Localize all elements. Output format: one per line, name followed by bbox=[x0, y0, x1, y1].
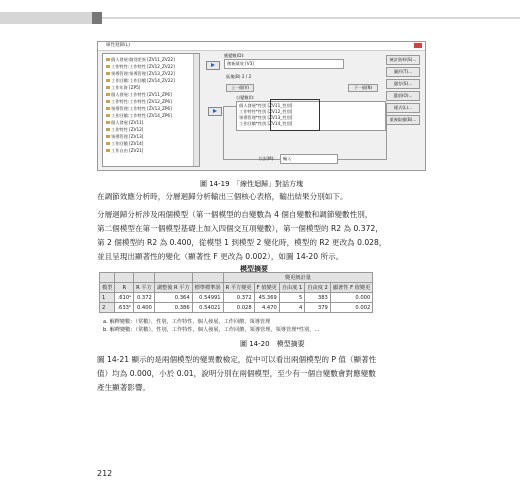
page-number: 212 bbox=[97, 469, 113, 478]
variable-icon bbox=[106, 114, 110, 117]
highlight-frame bbox=[270, 99, 320, 131]
variable-icon bbox=[106, 142, 110, 145]
close-icon[interactable] bbox=[414, 43, 422, 48]
table-cell: 0.364 bbox=[154, 293, 192, 303]
text-line: 圖 14-21 顯示的是兩個模型的變異數檢定，從中可以看出兩個模型的 P 值（顯著性 bbox=[97, 355, 377, 364]
text-line: 第 2 個模型的 R2 為 0.400，從模型 1 到模型 2 變化時，模型的 R2 更改為 0.028， bbox=[97, 238, 387, 247]
header-cell: F 值變更 bbox=[254, 283, 279, 293]
table-cell: 0.000 bbox=[330, 293, 372, 303]
save-button[interactable]: 儲存(S)... bbox=[386, 79, 420, 89]
list-item[interactable]: 個人發展*性別 [ZV11_性別] bbox=[239, 103, 293, 108]
list-item[interactable]: 工作特性*性別 [ZV12_性別] bbox=[239, 109, 293, 114]
table-row bbox=[100, 303, 373, 313]
table-cell: .610ᵃ bbox=[115, 293, 134, 303]
list-item[interactable]: 工作回饋:工作回饋 [ZV14_ZV22] bbox=[106, 78, 175, 83]
list-scrollbar[interactable] bbox=[193, 54, 199, 166]
table-note: a. 解釋變數：（常數），性別，工作特性，個人發展，工作回饋，領導管理 bbox=[103, 319, 271, 325]
variable-icon bbox=[106, 58, 110, 61]
paragraph-conclusion bbox=[97, 353, 376, 395]
table-caption: 圖 14-20 模型摘要 bbox=[240, 340, 305, 348]
variable-icon bbox=[106, 86, 110, 89]
table-note: b. 解釋變數：（常數），性別，工作特性，個人發展，工作回饋，領導管理，領導管理*性別，... bbox=[103, 327, 320, 333]
variable-icon bbox=[106, 121, 110, 124]
list-item[interactable]: 工作特性 [ZV12] bbox=[106, 127, 143, 132]
header-square bbox=[92, 12, 102, 24]
list-item[interactable]: 個人發展:個別差異 [ZV11_ZV22] bbox=[106, 57, 175, 62]
list-item[interactable]: 領導管理:領導管理 [ZV13_ZV22] bbox=[106, 71, 175, 76]
table-cell: 379 bbox=[305, 303, 331, 313]
table-cell: 0.372 bbox=[134, 293, 155, 303]
text-line: 第二個模型在第一個模型基礎上加入四個交互項變數），第一個模型的 R2 為 0.372， bbox=[97, 224, 383, 233]
header-cell bbox=[154, 273, 192, 283]
paragraph-analysis bbox=[97, 208, 386, 264]
dependent-value: 創新績效 [V3] bbox=[227, 61, 254, 66]
linear-regression-dialog bbox=[97, 41, 426, 171]
paragraph-intro bbox=[97, 190, 348, 204]
table-cell: 2 bbox=[100, 303, 115, 313]
header-band bbox=[0, 12, 520, 24]
header-cell bbox=[100, 273, 115, 283]
list-item[interactable]: 個人發展:工作特性 [ZV11_ZP6] bbox=[106, 92, 172, 97]
header-cell: 模型 bbox=[100, 283, 115, 293]
header-bar-left bbox=[0, 12, 92, 24]
variable-icon bbox=[106, 100, 110, 103]
table-cell: 0.54021 bbox=[192, 303, 223, 313]
table-cell: 0.386 bbox=[154, 303, 192, 313]
variable-icon bbox=[106, 149, 110, 152]
text-line: 產生顯著影響。 bbox=[97, 383, 151, 392]
prev-block-button[interactable]: 上一個(V) bbox=[226, 84, 254, 92]
list-item[interactable]: 工作回饋*性別 [ZV14_性別] bbox=[239, 121, 293, 126]
table-row bbox=[100, 293, 373, 303]
variable-icon bbox=[106, 128, 110, 131]
table-header-row bbox=[100, 283, 373, 293]
method-select[interactable] bbox=[280, 154, 338, 164]
list-item[interactable]: 領導管理*性別 [ZV13_性別] bbox=[239, 115, 293, 120]
variable-icon bbox=[106, 79, 110, 82]
independent-label: 自變數(I): bbox=[236, 95, 255, 100]
move-dependent-button[interactable] bbox=[206, 61, 220, 70]
table-cell: 4.470 bbox=[254, 303, 279, 313]
header-cell: 自由度 1 bbox=[279, 283, 305, 293]
header-cell bbox=[134, 273, 155, 283]
dialog-title: 線性迴歸(L) bbox=[106, 43, 131, 48]
dialog-titlebar bbox=[98, 42, 425, 51]
table-cell: 0.400 bbox=[134, 303, 155, 313]
header-cell: 調整後 R 平方 bbox=[154, 283, 192, 293]
table-cell: 0.002 bbox=[330, 303, 372, 313]
list-item[interactable]: 工作特性:工作特性 [ZV12_ZV22] bbox=[106, 64, 175, 69]
table-cell: 0.028 bbox=[223, 303, 254, 313]
list-item[interactable]: 工作年資 [ZP5] bbox=[106, 85, 140, 90]
table-cell: 4 bbox=[279, 303, 305, 313]
table-cell: .633ᵇ bbox=[115, 303, 134, 313]
table-cell: 0.54991 bbox=[192, 293, 223, 303]
table-cell: 5 bbox=[279, 293, 305, 303]
variable-icon bbox=[106, 107, 110, 110]
list-item[interactable]: 領導管理:工作特性 [ZV13_ZP6] bbox=[106, 106, 172, 111]
method-value: 輸入 bbox=[283, 156, 292, 161]
header-cell: 顯著性 F 值變更 bbox=[330, 283, 372, 293]
variable-icon bbox=[106, 93, 110, 96]
block-label: 區塊(B) 2 / 2 bbox=[226, 74, 252, 79]
text-line: 並且呈現出顯著性的變化（顯著性 F 更改為 0.002），如圖 14-20 所示。 bbox=[97, 252, 344, 261]
variable-list[interactable] bbox=[102, 53, 200, 167]
variable-icon bbox=[106, 135, 110, 138]
variable-icon bbox=[106, 72, 110, 75]
list-item[interactable]: 工作回饋:工作特性 [ZV14_ZP6] bbox=[106, 113, 172, 118]
style-button[interactable]: 樣式(L)... bbox=[386, 103, 420, 113]
header-cell bbox=[192, 273, 223, 283]
header-cell: R 平方 bbox=[134, 283, 155, 293]
list-item[interactable]: 個人發展 [ZV11] bbox=[106, 120, 143, 125]
next-block-button[interactable]: 下一個(N) bbox=[348, 84, 378, 92]
text-line: 分層迴歸分析涉及兩個模型（第一個模型的自變數為 4 個自變數和調節變數性別， bbox=[97, 210, 373, 219]
header-line bbox=[102, 17, 520, 19]
change-stats-header: 變更統計量 bbox=[223, 273, 373, 283]
table-cell: 1 bbox=[100, 293, 115, 303]
header-cell: R 平方變更 bbox=[223, 283, 254, 293]
list-item[interactable]: 工作自由 [ZV21] bbox=[106, 148, 143, 153]
statistics-button[interactable]: 統計資料(S)... bbox=[386, 55, 420, 65]
table-cell: 383 bbox=[305, 293, 331, 303]
text-line: 在調節效應分析時，分層迴歸分析輸出三個核心表格，輸出結果分別如下。 bbox=[97, 192, 348, 201]
header-cell: R bbox=[115, 283, 134, 293]
list-item[interactable]: 工作特性:工作特性 [ZV12_ZP6] bbox=[106, 99, 172, 104]
variable-icon bbox=[106, 65, 110, 68]
method-label: 方法(M): bbox=[258, 156, 275, 161]
dependent-field[interactable] bbox=[224, 59, 344, 69]
list-item[interactable]: 工作回饋 [ZV14] bbox=[106, 141, 143, 146]
move-independent-button[interactable] bbox=[208, 107, 222, 116]
table-cell: 45.369 bbox=[254, 293, 279, 303]
dependent-label: 應變數(D): bbox=[224, 53, 245, 58]
table-cell: 0.372 bbox=[223, 293, 254, 303]
plots-button[interactable]: 圖形(T)... bbox=[386, 67, 420, 77]
header-cell: 自由度 2 bbox=[305, 283, 331, 293]
list-item[interactable]: 領導管理 [ZV13] bbox=[106, 134, 143, 139]
header-cell bbox=[115, 273, 134, 283]
text-line: 值）均為 0.000，小於 0.01，說明分別在兩個模型，至少有一個自變數會對應變數 bbox=[97, 369, 376, 378]
options-button[interactable]: 選項(O)... bbox=[386, 91, 420, 101]
model-summary-table bbox=[99, 272, 373, 313]
table-title: 模型摘要 bbox=[240, 265, 268, 273]
figure-caption: 圖 14-19 「線性迴歸」對話方塊 bbox=[200, 180, 304, 188]
header-cell: 標準標準誤 bbox=[192, 283, 223, 293]
bootstrap-button[interactable]: 重複取樣(B)... bbox=[386, 115, 420, 125]
table-header-row bbox=[100, 273, 373, 283]
